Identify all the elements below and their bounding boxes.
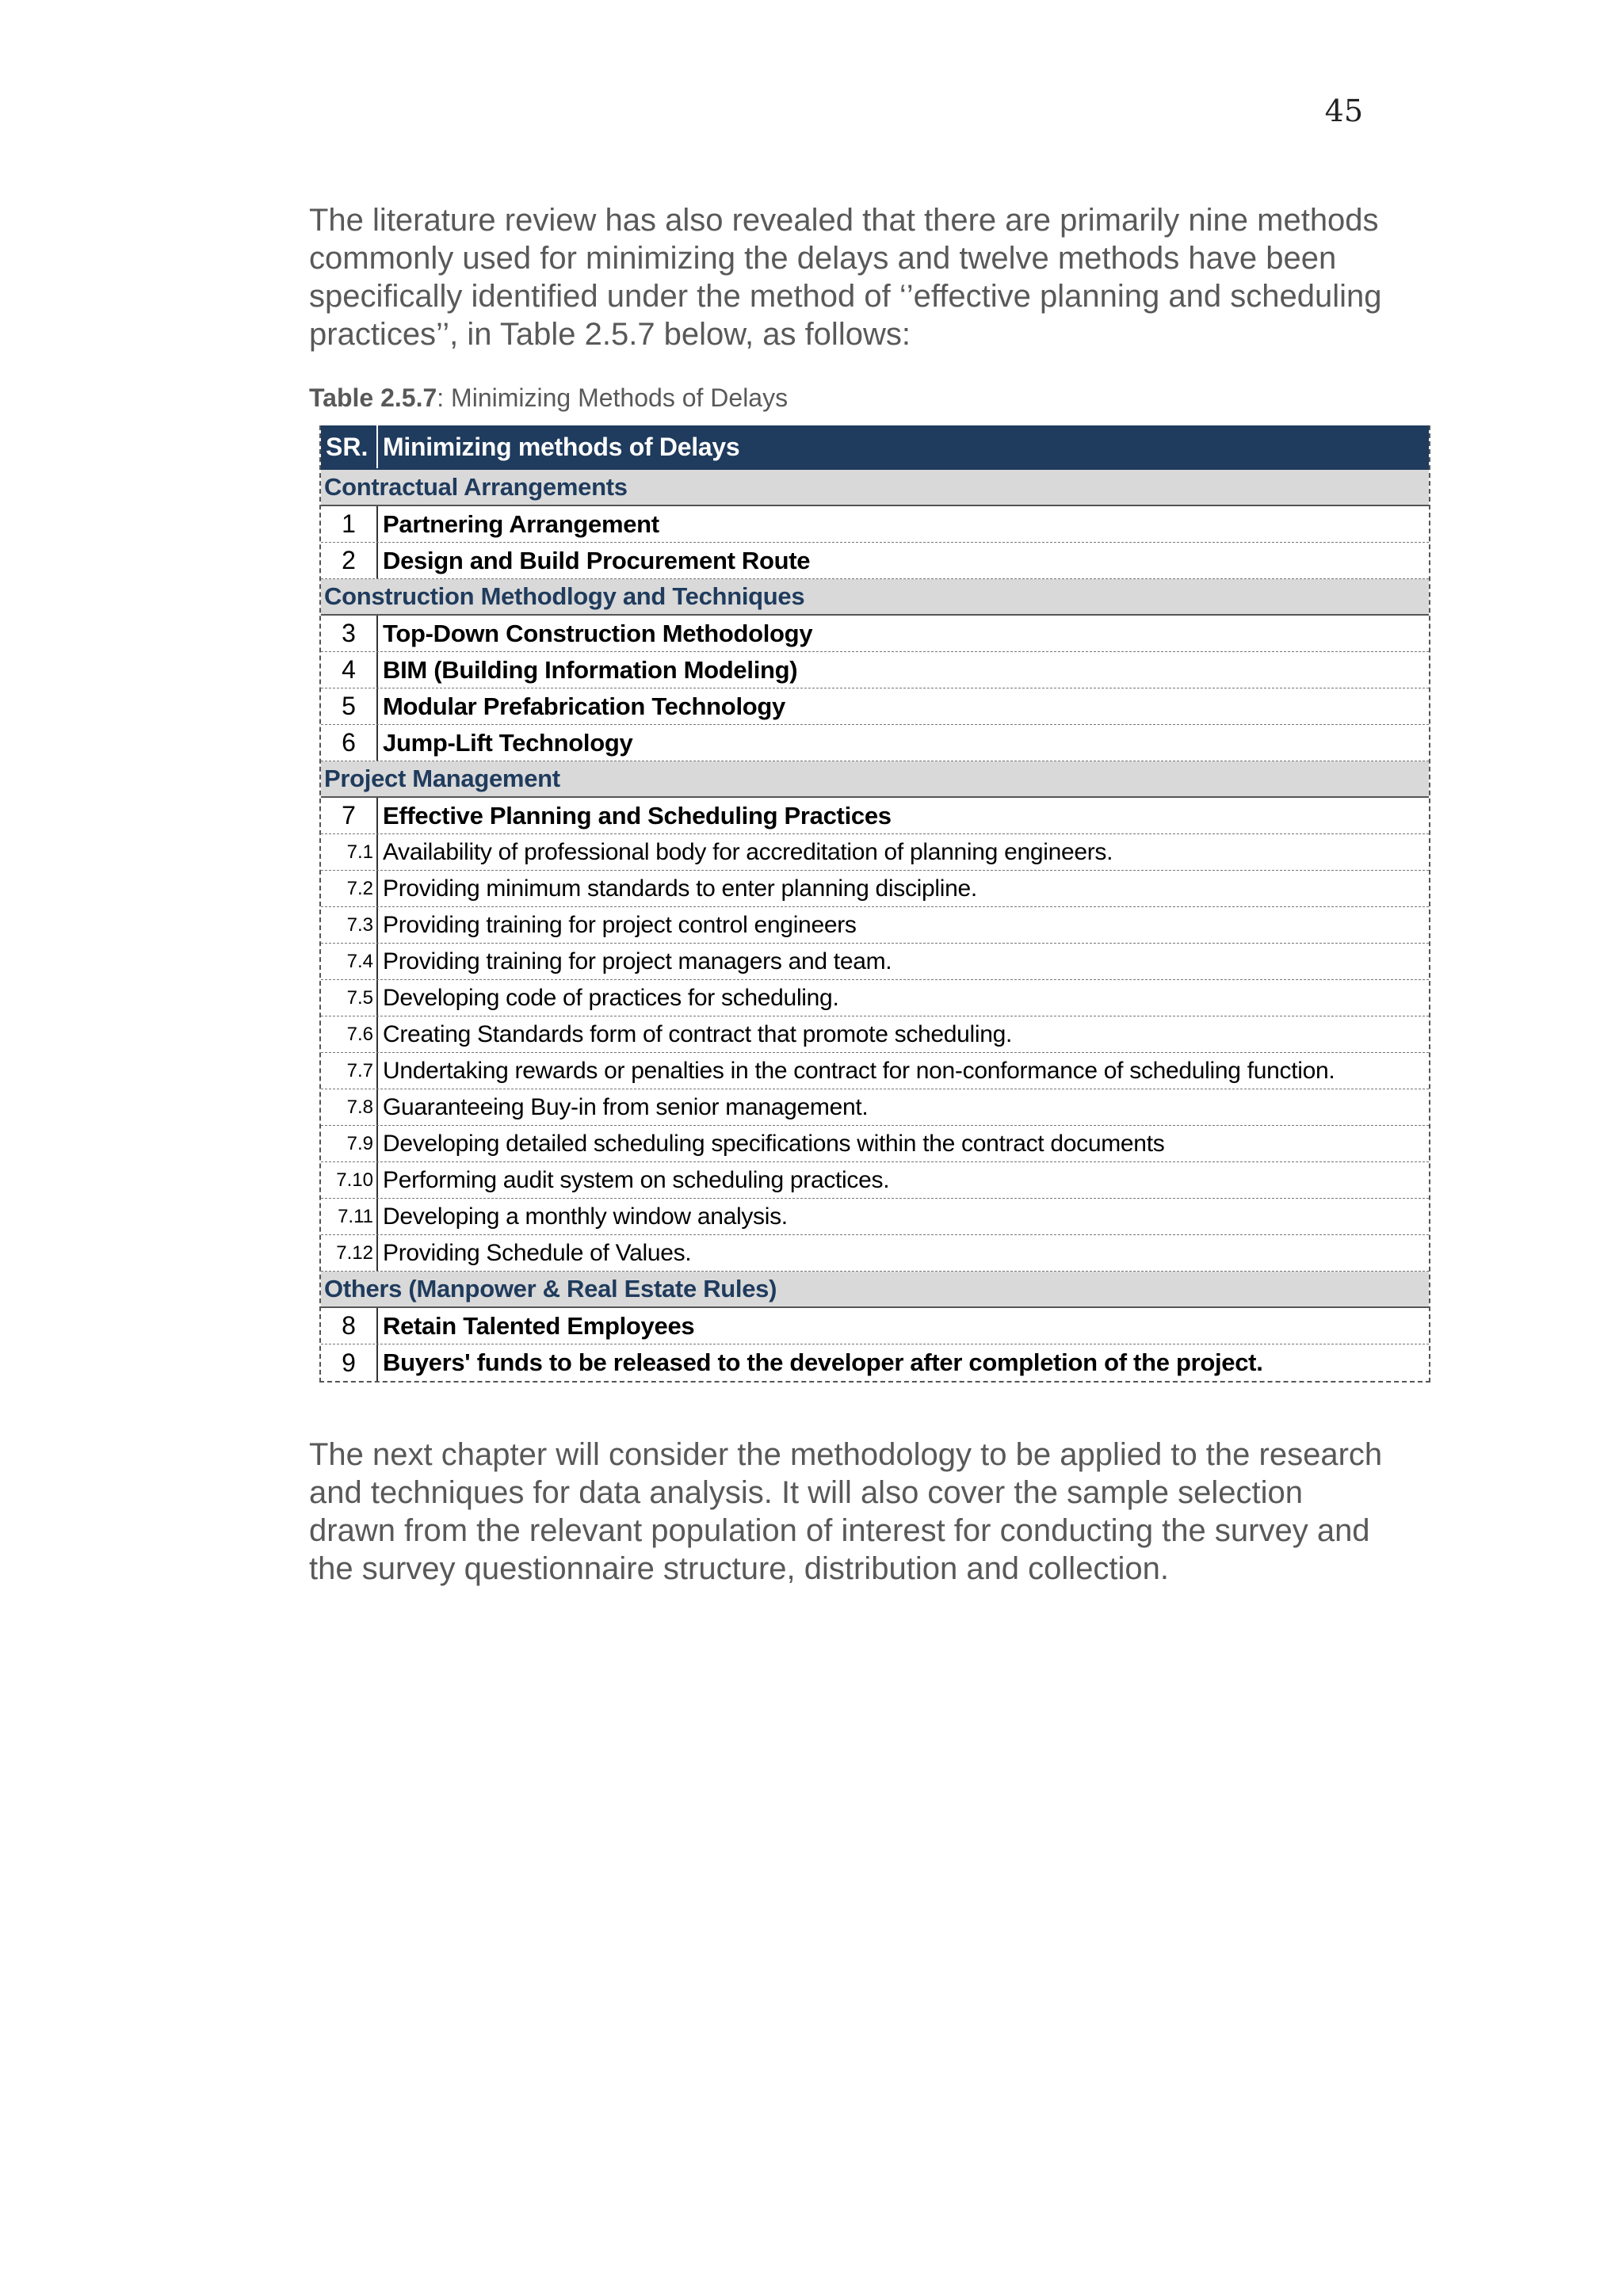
sr-cell: 7.1 [321, 834, 378, 870]
method-cell: Design and Build Procurement Route [383, 546, 811, 574]
section-title: Contractual Arrangements [324, 473, 628, 501]
section-title: Project Management [324, 765, 560, 792]
sr-cell: 7.3 [321, 907, 378, 943]
table-row [321, 798, 1429, 834]
section-row [321, 761, 1429, 798]
sr-cell: 7.4 [321, 944, 378, 979]
section-title: Construction Methodlogy and Techniques [324, 582, 805, 610]
method-cell: Providing Schedule of Values. [383, 1239, 692, 1266]
section-row [321, 470, 1429, 506]
sr-cell: 8 [321, 1308, 378, 1344]
table-row [321, 616, 1429, 652]
table-row [321, 1235, 1429, 1272]
outro-paragraph: The next chapter will consider the methodology to be applied to the research and techniques for data analysis. It will also cover the sample selection drawn from the relevant population of interest for conducting the survey and the survey questionnaire structure, distribution and collection. [309, 1437, 1383, 1586]
header-title-cell: Minimizing methods of Delays [383, 432, 740, 461]
method-cell: Buyers' funds to be released to the developer after completion of the project. [383, 1348, 1263, 1376]
method-cell: BIM (Building Information Modeling) [383, 655, 798, 684]
method-cell: Providing training for project control engineers [383, 911, 857, 938]
sr-cell: 9 [321, 1344, 378, 1381]
table-row [321, 907, 1429, 944]
table-row [321, 1016, 1429, 1053]
sr-cell: 5 [321, 688, 378, 724]
method-cell: Developing detailed scheduling specifications within the contract documents [383, 1130, 1165, 1157]
method-cell: Modular Prefabrication Technology [383, 692, 785, 720]
intro-paragraph: The literature review has also revealed that there are primarily nine methods commonly used for minimizing the delays and twelve methods have been specifically identified under the method of ‘’effective planning and scheduling practices’’, in Table 2.5.7 below, as follows: [309, 203, 1382, 352]
sr-cell: 2 [321, 543, 378, 578]
table-row [321, 944, 1429, 980]
method-cell: Jump-Lift Technology [383, 728, 633, 757]
table-caption-text: : Minimizing Methods of Delays [437, 383, 789, 412]
sr-cell: 7.8 [321, 1089, 378, 1125]
table-caption [309, 383, 788, 413]
method-cell: Retain Talented Employees [383, 1311, 695, 1340]
table-header-row [321, 425, 1429, 470]
sr-cell: 7.10 [321, 1162, 378, 1198]
table-row [321, 834, 1429, 871]
table-row [321, 543, 1429, 579]
method-cell: Creating Standards form of contract that promote scheduling. [383, 1020, 1013, 1047]
table-row [321, 1053, 1429, 1089]
table-row [321, 1162, 1429, 1199]
method-cell: Undertaking rewards or penalties in the contract for non-conformance of scheduling function. [383, 1057, 1335, 1084]
table-row [321, 1089, 1429, 1126]
table-row [321, 1199, 1429, 1235]
sr-cell: 4 [321, 652, 378, 688]
method-cell: Partnering Arrangement [383, 509, 659, 538]
method-cell: Providing minimum standards to enter planning discipline. [383, 875, 977, 902]
header-sr-cell: SR. [321, 425, 378, 468]
sr-cell: 7.6 [321, 1016, 378, 1052]
sr-cell: 1 [321, 506, 378, 542]
sr-cell: 7.11 [321, 1199, 378, 1234]
section-title: Others (Manpower & Real Estate Rules) [324, 1275, 777, 1302]
table-row [321, 688, 1429, 725]
method-cell: Effective Planning and Scheduling Practices [383, 801, 892, 830]
table-row [321, 1344, 1429, 1381]
table-row [321, 652, 1429, 688]
table-row [321, 1308, 1429, 1344]
sr-cell: 3 [321, 616, 378, 651]
method-cell: Developing code of practices for scheduling. [383, 984, 839, 1011]
table-row [321, 980, 1429, 1016]
sr-cell: 7.5 [321, 980, 378, 1016]
method-cell: Availability of professional body for accreditation of planning engineers. [383, 838, 1113, 865]
minimizing-methods-table [319, 425, 1430, 1383]
sr-cell: 6 [321, 725, 378, 761]
table-caption-label: Table 2.5.7 [309, 383, 437, 412]
table-row [321, 725, 1429, 761]
sr-cell: 7 [321, 798, 378, 833]
sr-cell: 7.9 [321, 1126, 378, 1161]
sr-cell: 7.12 [321, 1235, 378, 1271]
section-row [321, 1272, 1429, 1308]
table-row [321, 1126, 1429, 1162]
sr-cell: 7.2 [321, 871, 378, 906]
page-number: 45 [1324, 93, 1363, 128]
method-cell: Guaranteeing Buy-in from senior management. [383, 1093, 869, 1120]
method-cell: Performing audit system on scheduling practices. [383, 1166, 890, 1193]
method-cell: Top-Down Construction Methodology [383, 619, 813, 647]
method-cell: Developing a monthly window analysis. [383, 1203, 788, 1230]
method-cell: Providing training for project managers and team. [383, 948, 892, 974]
sr-cell: 7.7 [321, 1053, 378, 1089]
table-row [321, 871, 1429, 907]
section-row [321, 579, 1429, 616]
table-row [321, 506, 1429, 543]
